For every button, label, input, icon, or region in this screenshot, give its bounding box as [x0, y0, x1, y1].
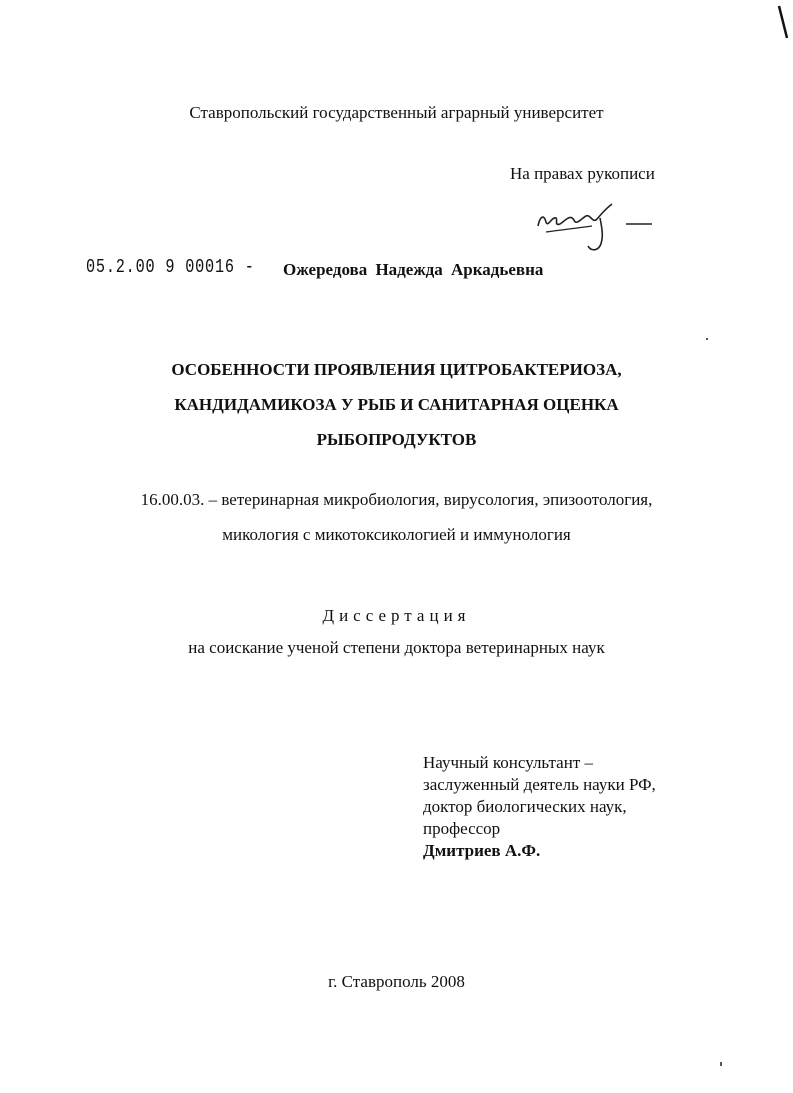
- manuscript-rights: На правах рукописи: [510, 164, 655, 183]
- consultant-line: Научный консультант –: [423, 753, 593, 772]
- university-name: Ставропольский государственный аграрный университет: [189, 103, 604, 122]
- consultant-line: доктор биологических наук,: [423, 797, 627, 816]
- consultant-line: профессор: [423, 819, 501, 838]
- title-line: КАНДИДАМИКОЗА У РЫБ И САНИТАРНАЯ ОЦЕНКА: [174, 395, 619, 414]
- author-name: Ожередова Надежда Аркадьевна: [283, 260, 544, 279]
- scan-speck: [720, 1062, 722, 1066]
- title-line: ОСОБЕННОСТИ ПРОЯВЛЕНИЯ ЦИТРОБАКТЕРИОЗА,: [171, 360, 622, 379]
- title-line: РЫБОПРОДУКТОВ: [316, 430, 477, 449]
- consultant-name: Дмитриев А.Ф.: [423, 841, 541, 860]
- scan-speck: [706, 338, 708, 340]
- signature-image: [530, 196, 660, 256]
- scan-mark: [776, 4, 790, 40]
- dissertation-title: [0, 352, 793, 457]
- degree-statement: на соискание ученой степени доктора ветеринарных наук: [188, 638, 605, 657]
- registration-code: 05.2.00 9 00016 -: [86, 256, 255, 278]
- specialty-line: 16.00.03. – ветеринарная микробиология, вирусология, эпизоотология,: [140, 490, 653, 509]
- specialty: [0, 482, 793, 552]
- scientific-consultant: [423, 752, 656, 862]
- specialty-line: микология с микотоксикологией и иммунология: [222, 525, 571, 544]
- consultant-line: заслуженный деятель науки РФ,: [423, 775, 656, 794]
- place-year: г. Ставрополь 2008: [328, 972, 465, 991]
- work-type: Диссертация: [322, 606, 471, 625]
